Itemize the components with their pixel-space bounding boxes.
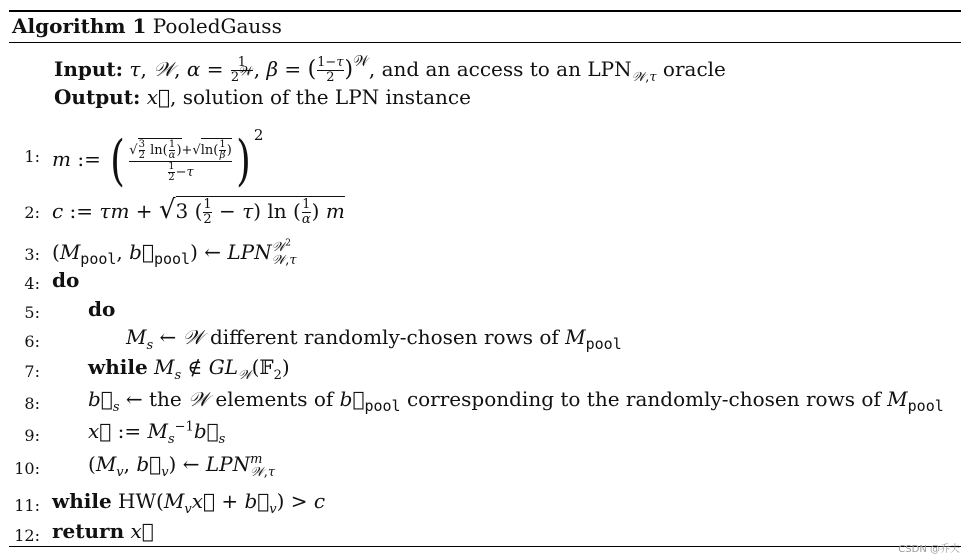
watermark: CSDN @乔夫 xyxy=(898,544,960,555)
line-number: 8: xyxy=(24,394,40,413)
input-line: Input: τ, 𝒲, α = $\frac{1}{2^𝒲}$ , β = ( $\frac{1-\tau}{2}$ )$^𝒲$, and an access to an $LPN_{𝒲,\tau}$ oracle xyxy=(54,52,726,85)
line-number: 6: xyxy=(24,332,40,351)
title-rule xyxy=(9,42,961,43)
algo-line-5: do xyxy=(88,297,116,321)
algo-line-12: return x⃗ xyxy=(52,519,154,543)
algo-line-10: ($M_v$, $b⃗_v$) ← LPN m 𝒲,τ xyxy=(88,451,276,480)
algo-line-11: while $HW(M_vx⃗$ + $b⃗_v) > c$ xyxy=(52,489,326,517)
algo-line-6: $M_s$ ← 𝒲 different randomly-chosen rows of $M_{pool}$ xyxy=(126,325,622,353)
line-number: 9: xyxy=(24,426,40,445)
algo-line-8: $b⃗_s$ ← the 𝒲 elements of $b⃗_{pool}$ corresponding to the randomly-chosen rows of $M_{pool}$ xyxy=(88,387,944,415)
input-oracle: oracle xyxy=(662,57,726,81)
algo-line-9: x⃗ := $M_s^{-1}b⃗_s$ xyxy=(88,419,226,447)
output-line: Output: x⃗, solution of the LPN instance xyxy=(54,85,471,109)
algorithm-label: Algorithm 1 xyxy=(12,14,147,38)
input-tail: , and an access to an LPN xyxy=(368,57,632,81)
top-rule xyxy=(9,10,961,12)
line-number: 4: xyxy=(24,274,40,293)
algo-line-1: m := ( √ $\frac{3}{2}$ ln( $\frac{1}{\alpha}$ )+√ln( $\frac{1}{\beta}$ ) $\frac{1}{2}$ −τ ) $^2$ xyxy=(52,126,264,192)
algo-line-2: c := τm + √3 ( $\frac{1}{2}$ − τ) ln ( $\frac{1}{\alpha}$ ) m xyxy=(52,195,345,227)
line-number: 7: xyxy=(24,362,40,381)
line-number: 10: xyxy=(14,459,40,478)
algo-line-4: do xyxy=(52,268,80,292)
line-number: 1: xyxy=(24,147,40,166)
algorithm-title xyxy=(12,13,282,39)
line-number: 11: xyxy=(14,496,40,515)
bottom-rule xyxy=(9,546,961,547)
input-label: Input: xyxy=(54,57,124,81)
output-text: , solution of the LPN instance xyxy=(170,85,471,109)
line-number: 3: xyxy=(24,245,40,264)
line-number: 12: xyxy=(14,526,40,545)
algo-line-7: while $M_s$ ∉ $GL_𝒲(𝔽_2)$ xyxy=(88,355,290,383)
output-label: Output: xyxy=(54,85,141,109)
line-number: 2: xyxy=(24,203,40,222)
algorithm-name: PooledGauss xyxy=(152,14,282,38)
algo-line-3: ($M_{pool}$, $b⃗_{pool}$) ← LPN 𝒲$^2$ 𝒲,τ xyxy=(52,238,297,268)
line-number: 5: xyxy=(24,303,40,322)
